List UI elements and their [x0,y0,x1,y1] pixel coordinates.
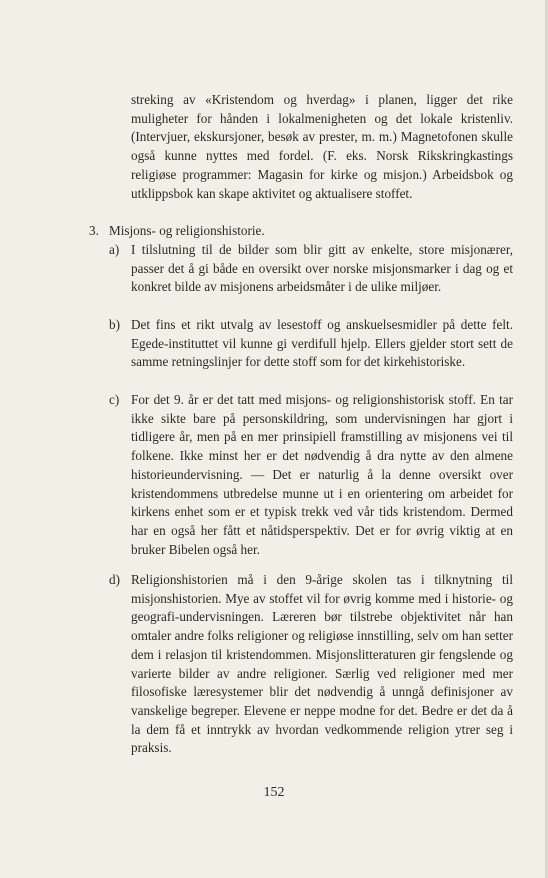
intro-paragraph: streking av «Kristendom og hverdag» i planen, ligger det rike muligheter for hånden i lokalmenigheten og det lokale kristenliv. (Intervjuer, ekskursjoner, besøk av prester, m. m.) Magnetofonen skulle også kunne nyttes med fordel. (F. eks. Norsk Rikskringkastings religiøse programmer: Magasin for kirke og misjon.) Arbeidsbok og utklippsbok kan skape aktivitet og aktualisere stoffet. [131,92,513,201]
item-b-text: Det fins et rikt utvalg av lesestoff og anskuelsesmidler på dette felt. Egede-instituttet vil kunne gi verdifull hjelp. Ellers gjelder stort sett de samme retningslinjer for dette stoff som for det kirkehistoriske. [131,317,513,370]
section-title: Misjons- og religionshistorie. [109,223,265,238]
section-number: 3. [89,223,99,238]
item-d-text: Religionshistorien må i den 9-årige skolen tas i tilknytning til misjonshistorien. Mye av stoffet vil for øvrig komme med i historie- og geografi-undervisningen. Læreren bør tilstrebe objektivitet når han omtaler andre folks religioner og religiøse innstilling, selv om han setter dem i relasjon til kristendommen. Misjonslitteraturen gir fengslende og varierte bilder av andre religioner. Særlig ved religioner med mer filosofiske læresystemer blir det nødvendig å unngå definisjoner av vanskelige begreper. Elevene er neppe modne for det. Bedre er det da å la dem få et inntrykk av hvordan vedkommende religion ytrer seg i praksis. [131,572,513,756]
item-b-letter: b) [109,317,120,332]
item-c-text: For det 9. år er det tatt med misjons- og religionshistorisk stoff. En tar ikke sikte bare på personskildring, som undervisningen har gjort i tidligere år, men på en mer prinsipiell framstilling av misjonens vei til folkene. Ikke minst her er det nødvendig å dra nytte av den almene historieundervisning. — Det er naturlig å la denne oversikt over kristendommens utbredelse munne ut i en orientering om arbeidet for kirkens enhet som er et typisk trekk ved vår tids kristendom. Dermed har en også her fått et nåtidsperspektiv. Det er for øvrig viktig at en bruker Bibelen også her. [131,392,513,557]
page-number: 152 [263,785,285,800]
item-c-letter: c) [109,392,120,407]
item-a-letter: a) [109,242,120,257]
item-a-text: I tilslutning til de bilder som blir gitt av enkelte, store misjonærer, passer det å gi både en oversikt over norske misjonsmarker i dag og et konkret bilde av misjonens arbeidsmåter i de ulike miljøer. [131,242,513,295]
item-d-letter: d) [109,572,120,587]
